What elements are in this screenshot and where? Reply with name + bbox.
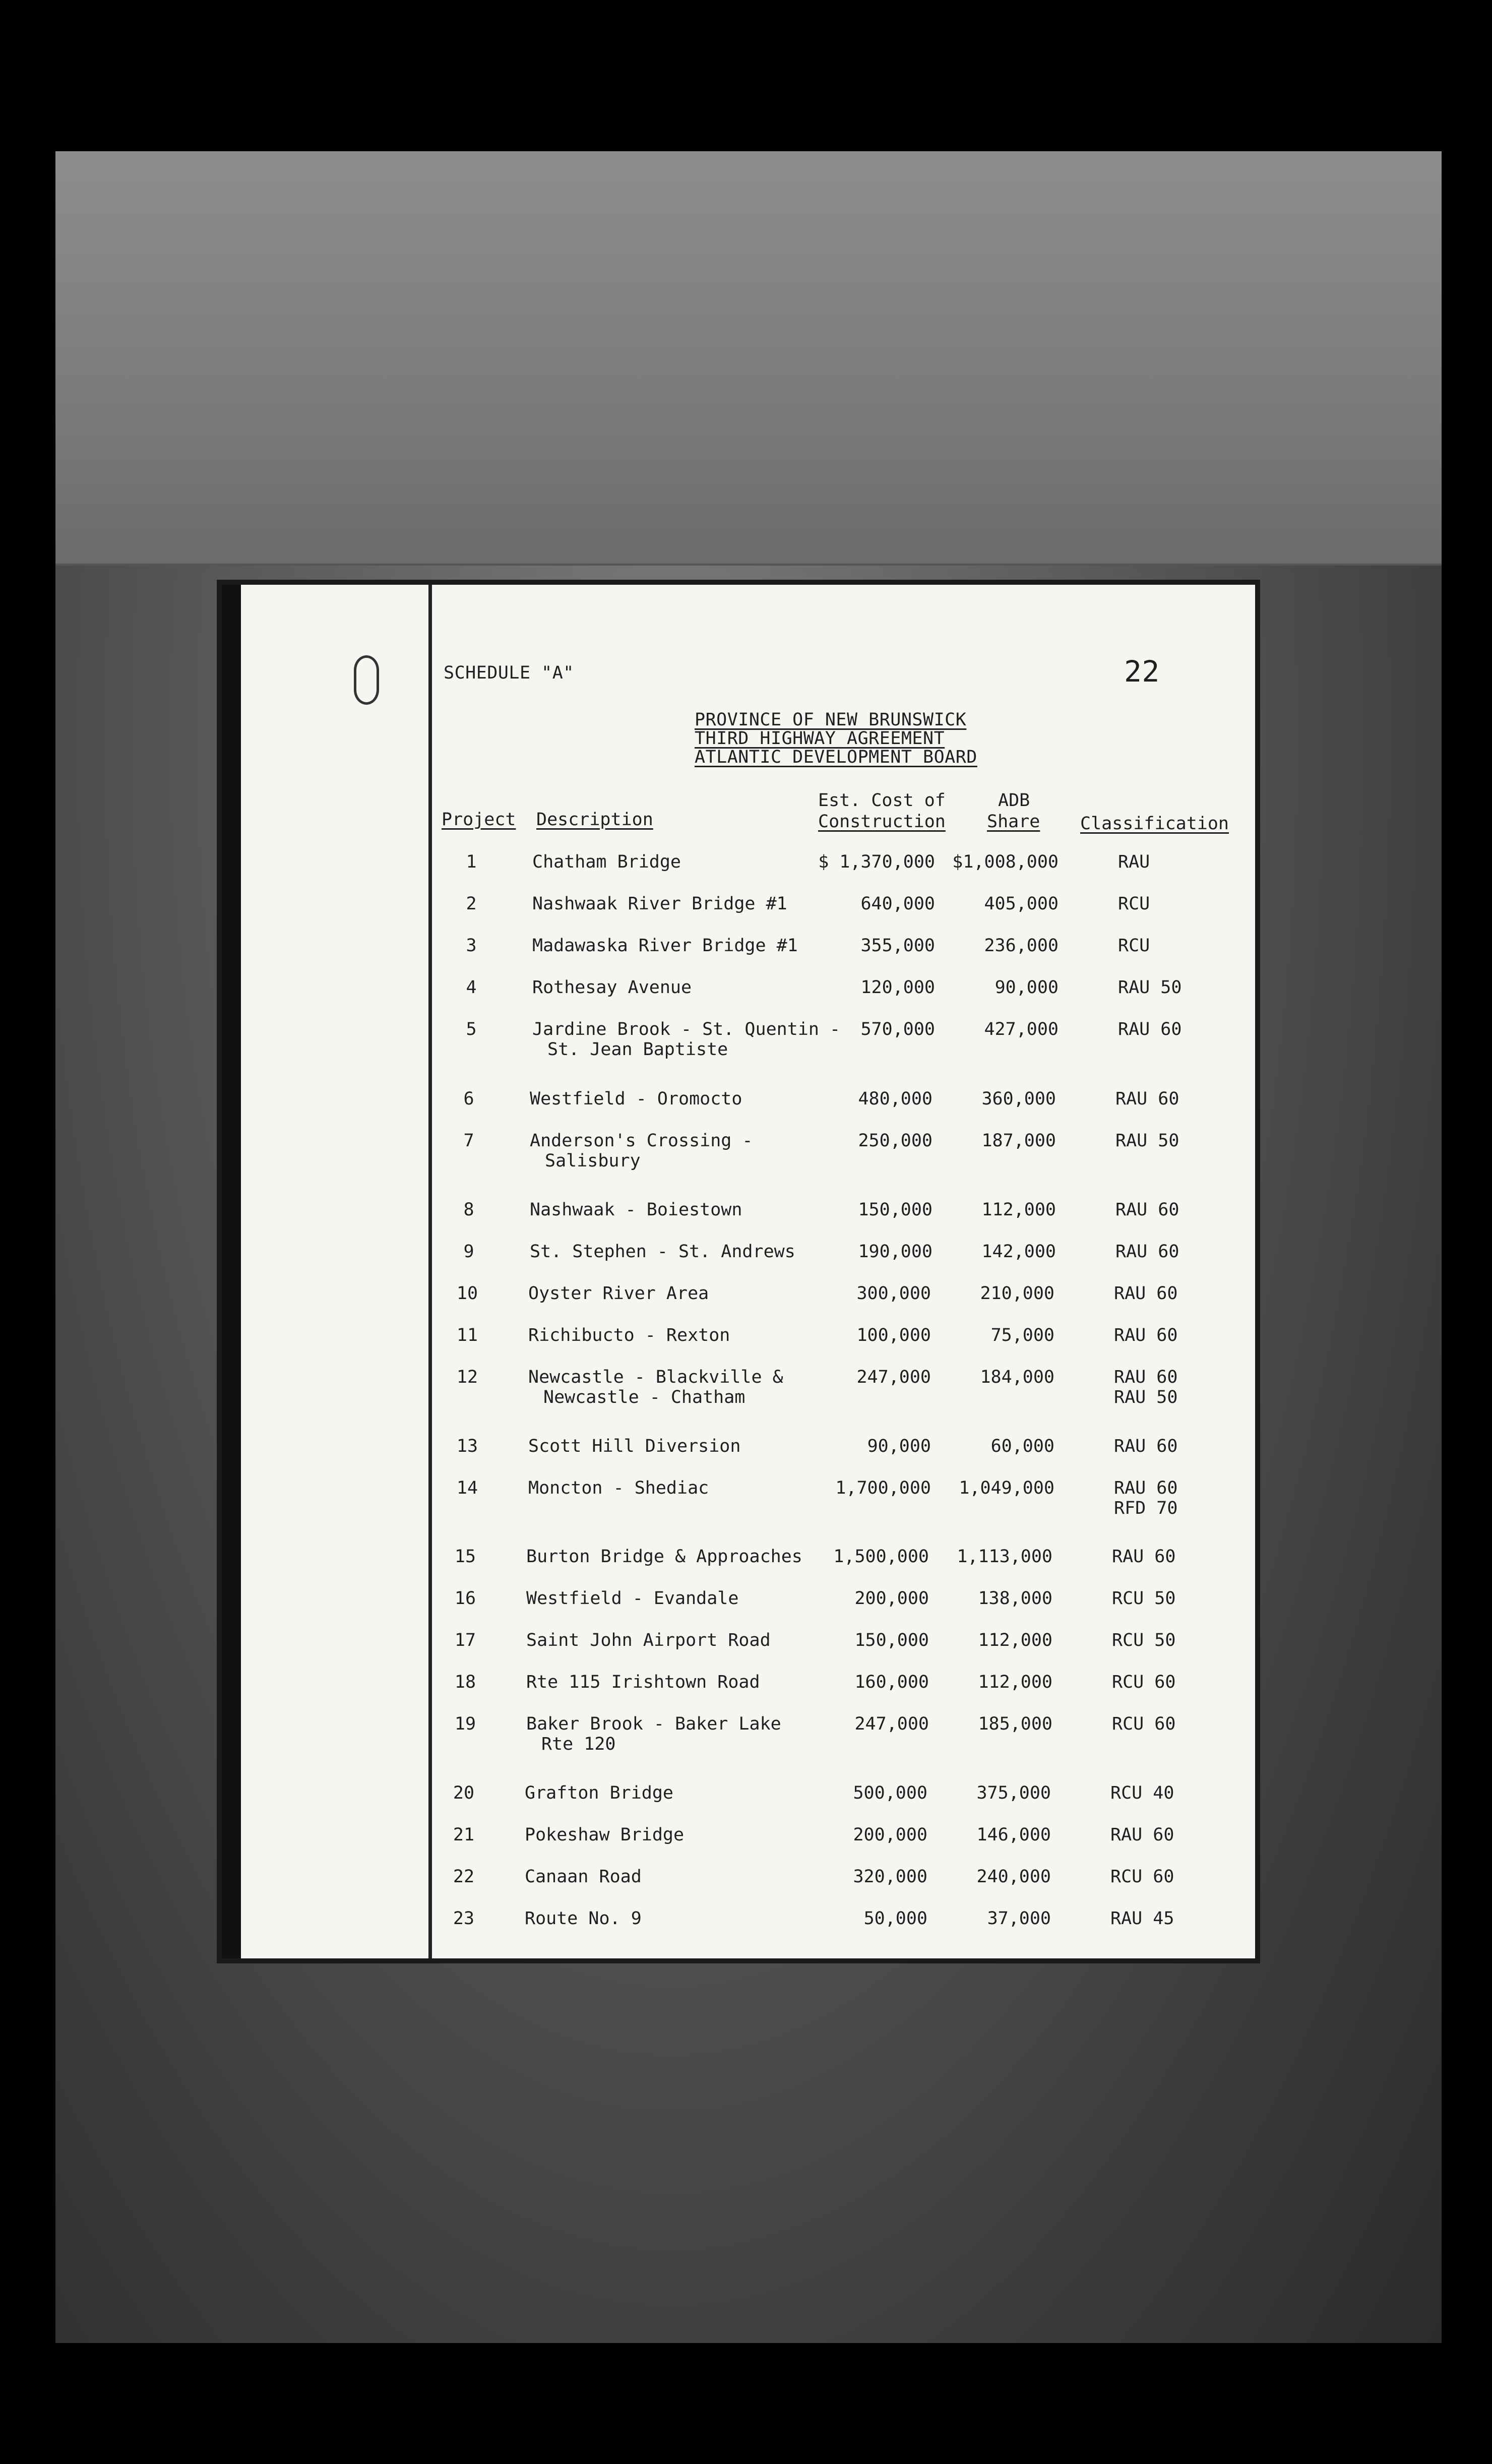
adb-share: 185,000 — [978, 1714, 1052, 1734]
classification-code: RCU 50 — [1112, 1630, 1176, 1650]
project-description — [532, 977, 692, 998]
classification — [1118, 977, 1182, 998]
project-description — [532, 1019, 840, 1060]
classification — [1112, 1672, 1175, 1692]
estimated-cost: 200,000 — [853, 1825, 927, 1845]
description-line: Canaan Road — [525, 1867, 642, 1887]
project-number: 22 — [453, 1867, 475, 1887]
project-number: 4 — [466, 977, 477, 998]
estimated-cost: 50,000 — [863, 1908, 927, 1929]
estimated-cost: 355,000 — [860, 936, 935, 956]
classification — [1114, 1478, 1177, 1518]
classification-code: RAU 60 — [1110, 1825, 1174, 1845]
adb-share: 142,000 — [981, 1242, 1056, 1262]
adb-share: 112,000 — [978, 1630, 1052, 1650]
estimated-cost: 90,000 — [867, 1436, 931, 1456]
classification — [1112, 1630, 1175, 1650]
heading-board: ATLANTIC DEVELOPMENT BOARD — [695, 747, 977, 767]
estimated-cost: $ 1,370,000 — [818, 852, 935, 872]
project-number: 18 — [454, 1672, 476, 1692]
estimated-cost: 480,000 — [858, 1089, 932, 1109]
project-number: 16 — [454, 1588, 476, 1609]
film-top-strip — [55, 151, 1442, 565]
sheet-binding-shadow — [222, 585, 241, 1958]
column-header-cost-line1: Est. Cost of — [818, 790, 946, 811]
classification — [1110, 1783, 1174, 1803]
page-number: 22 — [1124, 654, 1160, 689]
classification-code: RAU 45 — [1110, 1908, 1174, 1929]
adb-share: 360,000 — [981, 1089, 1056, 1109]
adb-share: 236,000 — [984, 936, 1059, 956]
project-number: 23 — [453, 1908, 475, 1929]
classification-code: RAU 60 — [1114, 1367, 1178, 1387]
classification-code: RAU 60 — [1115, 1089, 1179, 1109]
heading-agreement: THIRD HIGHWAY AGREEMENT — [695, 728, 945, 749]
adb-share: 60,000 — [990, 1436, 1054, 1456]
column-header-share-line1: ADB — [998, 790, 1030, 811]
project-number: 13 — [456, 1436, 478, 1456]
project-description — [530, 1200, 742, 1220]
classification — [1114, 1325, 1177, 1345]
adb-share: 1,113,000 — [957, 1547, 1052, 1567]
adb-share: 210,000 — [980, 1283, 1054, 1304]
project-number: 14 — [456, 1478, 478, 1498]
description-line: Richibucto - Rexton — [528, 1325, 730, 1345]
project-description — [525, 1867, 642, 1887]
description-line: Route No. 9 — [525, 1908, 642, 1929]
description-line: Rothesay Avenue — [532, 977, 692, 998]
classification — [1115, 1089, 1179, 1109]
classification — [1118, 852, 1150, 872]
classification-code: RAU 60 — [1118, 1019, 1182, 1039]
estimated-cost: 100,000 — [856, 1325, 931, 1345]
description-continuation: St. Jean Baptiste — [547, 1039, 728, 1060]
project-number: 19 — [454, 1714, 476, 1734]
estimated-cost: 300,000 — [856, 1283, 931, 1304]
project-description — [530, 1089, 742, 1109]
classification — [1114, 1283, 1177, 1304]
project-description — [526, 1630, 771, 1650]
project-description — [530, 1131, 753, 1171]
classification — [1114, 1436, 1177, 1456]
description-line: Newcastle - Blackville & — [528, 1367, 783, 1387]
classification — [1118, 936, 1150, 956]
classification-code: RAU 60 — [1114, 1325, 1178, 1345]
classification — [1115, 1242, 1179, 1262]
project-description — [528, 1325, 730, 1345]
adb-share: 187,000 — [981, 1131, 1056, 1151]
classification-code: RAU 50 — [1118, 977, 1182, 998]
project-description — [525, 1908, 642, 1929]
project-number: 1 — [466, 852, 477, 872]
column-header-description: Description — [536, 810, 653, 830]
classification — [1110, 1908, 1174, 1929]
classification-code: RCU 40 — [1110, 1783, 1174, 1803]
project-number: 17 — [454, 1630, 476, 1650]
project-description — [530, 1242, 795, 1262]
classification — [1118, 894, 1150, 914]
film-strip-edge — [55, 564, 1442, 566]
estimated-cost: 150,000 — [854, 1630, 929, 1650]
classification — [1112, 1547, 1175, 1567]
classification-code: RAU — [1118, 852, 1150, 872]
description-line: Nashwaak River Bridge #1 — [532, 894, 787, 914]
description-continuation: Newcastle - Chatham — [543, 1387, 745, 1407]
project-number: 12 — [456, 1367, 478, 1387]
classification-code: RAU 60 — [1115, 1242, 1179, 1262]
classification-code: RAU 60 — [1112, 1547, 1176, 1567]
estimated-cost: 640,000 — [860, 894, 935, 914]
project-number: 21 — [453, 1825, 475, 1845]
column-header-share-line2: Share — [987, 812, 1040, 832]
description-line: Oyster River Area — [528, 1283, 709, 1304]
estimated-cost: 160,000 — [854, 1672, 929, 1692]
classification — [1110, 1825, 1174, 1845]
adb-share: 1,049,000 — [959, 1478, 1054, 1498]
estimated-cost: 570,000 — [860, 1019, 935, 1039]
project-number: 9 — [463, 1242, 474, 1262]
description-line: Chatham Bridge — [532, 852, 681, 872]
description-line: Rte 115 Irishtown Road — [526, 1672, 760, 1692]
description-line: Burton Bridge & Approaches — [526, 1547, 802, 1567]
description-line: Pokeshaw Bridge — [525, 1825, 685, 1845]
project-number: 8 — [463, 1200, 474, 1220]
project-description — [532, 936, 798, 956]
schedule-label: SCHEDULE "A" — [444, 663, 574, 683]
adb-share: 112,000 — [981, 1200, 1056, 1220]
adb-share: 375,000 — [976, 1783, 1051, 1803]
classification-code: RCU — [1118, 894, 1150, 914]
estimated-cost: 250,000 — [858, 1131, 932, 1151]
column-header-project: Project — [442, 810, 516, 830]
estimated-cost: 500,000 — [853, 1783, 927, 1803]
estimated-cost: 200,000 — [854, 1588, 929, 1609]
estimated-cost: 120,000 — [860, 977, 935, 998]
description-line: St. Stephen - St. Andrews — [530, 1242, 795, 1262]
description-line: Jardine Brook - St. Quentin - — [532, 1019, 841, 1039]
adb-share: 90,000 — [994, 977, 1059, 998]
project-number: 11 — [456, 1325, 478, 1345]
description-line: Westfield - Oromocto — [530, 1089, 742, 1109]
classification-code: RCU 50 — [1112, 1588, 1176, 1609]
description-line: Madawaska River Bridge #1 — [532, 936, 798, 956]
estimated-cost: 1,500,000 — [833, 1547, 929, 1567]
adb-share: 37,000 — [987, 1908, 1051, 1929]
project-number: 3 — [466, 936, 477, 956]
classification — [1114, 1367, 1177, 1407]
classification-code: RAU 60 — [1114, 1436, 1178, 1456]
classification-code: RCU 60 — [1112, 1672, 1176, 1692]
project-description — [528, 1478, 709, 1498]
project-description — [528, 1283, 709, 1304]
project-number: 20 — [453, 1783, 475, 1803]
project-description — [526, 1714, 781, 1754]
description-line: Saint John Airport Road — [526, 1630, 771, 1650]
classification-code: RCU 60 — [1112, 1714, 1176, 1734]
classification-code: RAU 60 — [1114, 1283, 1178, 1304]
classification — [1115, 1131, 1179, 1151]
classification-code: RAU 60 — [1114, 1478, 1178, 1498]
column-header-classification: Classification — [1080, 814, 1229, 834]
adb-share: $1,008,000 — [952, 852, 1059, 872]
project-description — [525, 1825, 684, 1845]
description-line: Nashwaak - Boiestown — [530, 1200, 742, 1220]
project-description — [526, 1547, 802, 1567]
description-line: Moncton - Shediac — [528, 1478, 709, 1498]
description-continuation: Salisbury — [545, 1151, 641, 1171]
project-description — [526, 1588, 738, 1609]
description-line: Grafton Bridge — [525, 1783, 674, 1803]
project-number: 15 — [454, 1547, 476, 1567]
classification-code-secondary: RFD 70 — [1114, 1498, 1178, 1518]
estimated-cost: 320,000 — [853, 1867, 927, 1887]
estimated-cost: 247,000 — [856, 1367, 931, 1387]
estimated-cost: 190,000 — [858, 1242, 932, 1262]
project-description — [528, 1367, 783, 1407]
classification — [1110, 1867, 1174, 1887]
estimated-cost: 150,000 — [858, 1200, 932, 1220]
classification-code: RCU 60 — [1110, 1867, 1174, 1887]
estimated-cost: 247,000 — [854, 1714, 929, 1734]
project-number: 5 — [466, 1019, 477, 1039]
adb-share: 112,000 — [978, 1672, 1052, 1692]
project-description — [528, 1436, 740, 1456]
adb-share: 75,000 — [990, 1325, 1054, 1345]
adb-share: 405,000 — [984, 894, 1059, 914]
project-description — [526, 1672, 760, 1692]
description-continuation: Rte 120 — [541, 1734, 616, 1754]
project-description — [532, 894, 787, 914]
classification-code-secondary: RAU 50 — [1114, 1387, 1178, 1407]
adb-share: 146,000 — [976, 1825, 1051, 1845]
project-number: 2 — [466, 894, 477, 914]
adb-share: 240,000 — [976, 1867, 1051, 1887]
project-number: 7 — [463, 1131, 474, 1151]
adb-share: 138,000 — [978, 1588, 1052, 1609]
classification — [1112, 1588, 1175, 1609]
description-line: Baker Brook - Baker Lake — [526, 1714, 781, 1734]
classification — [1112, 1714, 1175, 1734]
adb-share: 427,000 — [984, 1019, 1059, 1039]
heading-province: PROVINCE OF NEW BRUNSWICK — [695, 710, 967, 730]
project-number: 10 — [456, 1283, 478, 1304]
classification-code: RCU — [1118, 936, 1150, 956]
margin-rule — [428, 585, 432, 1958]
description-line: Scott Hill Diversion — [528, 1436, 741, 1456]
classification-code: RAU 60 — [1115, 1200, 1179, 1220]
project-description — [525, 1783, 673, 1803]
description-line: Westfield - Evandale — [526, 1588, 739, 1609]
description-line: Anderson's Crossing - — [530, 1131, 753, 1151]
classification — [1118, 1019, 1182, 1039]
column-header-cost-line2: Construction — [818, 812, 946, 832]
project-description — [532, 852, 681, 872]
punch-hole-mark — [354, 655, 379, 705]
project-number: 6 — [463, 1089, 474, 1109]
classification — [1115, 1200, 1179, 1220]
estimated-cost: 1,700,000 — [835, 1478, 931, 1498]
adb-share: 184,000 — [980, 1367, 1054, 1387]
classification-code: RAU 50 — [1115, 1131, 1179, 1151]
